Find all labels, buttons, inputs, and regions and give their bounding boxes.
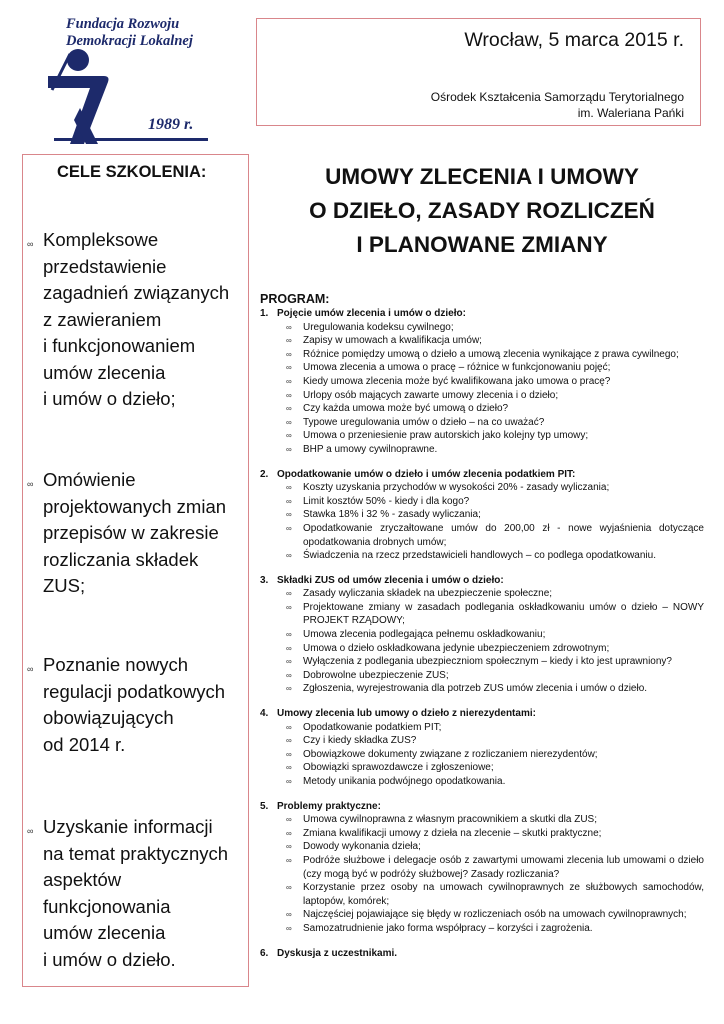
program-item — [260, 721, 704, 735]
program-list — [260, 307, 704, 971]
infinity-bullet-icon: ∞ — [286, 749, 292, 759]
infinity-bullet-icon: ∞ — [286, 376, 292, 386]
foundation-logo — [40, 14, 210, 142]
program-item-text: Opodatkowanie zryczałtowane umów do 200,00 zł - nowe wyjaśnienia dotyczące opodatkowania drobnych umów; — [303, 522, 704, 548]
program-item-text: Obowiązki sprawozdawcze i zgłoszeniowe; — [303, 762, 494, 774]
program-item — [260, 495, 704, 509]
program-item — [260, 761, 704, 775]
program-item — [260, 642, 704, 656]
program-item — [260, 443, 704, 457]
program-section-title — [260, 307, 704, 321]
program-item-text: Typowe uregulowania umów o dzieło – na co uważać? — [303, 416, 545, 428]
program-item — [260, 748, 704, 762]
program-item-text: Umowa cywilnoprawna z własnym pracownikiem a skutki dla ZUS; — [303, 814, 597, 826]
infinity-bullet-icon: ∞ — [286, 736, 292, 746]
infinity-bullet-icon: ∞ — [286, 630, 292, 640]
program-item-text: Czy i kiedy składka ZUS? — [303, 735, 417, 747]
infinity-bullet-icon: ∞ — [286, 496, 292, 506]
infinity-bullet-icon: ∞ — [286, 777, 292, 786]
infinity-bullet-icon: ∞ — [286, 602, 292, 612]
foundation-name — [66, 16, 193, 50]
infinity-bullet-icon: ∞ — [286, 390, 292, 400]
infinity-bullet-icon: ∞ — [286, 589, 292, 599]
program-item-text: Opodatkowanie podatkiem PIT; — [303, 721, 442, 733]
page-title: UMOWY ZLECENIA I UMOWY O DZIEŁO, ZASADY ROZLICZEŃ I PLANOWANE ZMIANY — [309, 164, 655, 257]
program-item — [260, 402, 704, 416]
infinity-bullet-icon: ∞ — [286, 431, 292, 441]
program-section-heading: Pojęcie umów zlecenia i umów o dzieło: — [277, 308, 466, 319]
infinity-bullet-icon: ∞ — [286, 815, 292, 825]
program-item-text: Metody unikania podwójnego opodatkowania. — [303, 776, 506, 787]
logo-figure-icon — [40, 46, 120, 144]
program-section-heading: Umowy zlecenia lub umowy o dzieło z nierezydentami: — [277, 708, 536, 720]
program-section-title — [260, 800, 704, 814]
program-item-text: Zmiana kwalifikacji umowy z dzieła na zlecenie – skutki praktyczne; — [303, 827, 602, 839]
program-item — [260, 813, 704, 827]
infinity-bullet-icon: ∞ — [286, 523, 292, 533]
program-item — [260, 481, 704, 495]
infinity-bullet-icon: ∞ — [286, 763, 292, 773]
program-section-number: 1. — [260, 308, 269, 319]
infinity-bullet-icon: ∞ — [286, 322, 292, 332]
document-date: Wrocław, 5 marca 2015 r. — [464, 29, 684, 51]
program-item — [260, 361, 704, 375]
program-section — [260, 947, 704, 961]
infinity-bullet-icon: ∞ — [286, 722, 292, 732]
program-item — [260, 628, 704, 642]
program-item-text: Korzystanie przez osoby na umowach cywilnoprawnych ze służbowych samochodów, laptopów, komórek; — [303, 882, 704, 907]
program-item-text: Różnice pomiędzy umową o dzieło a umową zlecenia wynikające z prawa cywilnego; — [303, 348, 679, 360]
program-section-number: 6. — [260, 947, 269, 959]
program-item — [260, 587, 704, 601]
program-item — [260, 908, 704, 922]
program-section — [260, 574, 704, 696]
program-section-heading: Składki ZUS od umów zlecenia i umów o dzieło: — [277, 574, 504, 586]
program-item-text: Zasady wyliczania składek na ubezpieczenie społeczne; — [303, 588, 553, 600]
program-item — [260, 827, 704, 841]
program-item — [260, 389, 704, 403]
program-item — [260, 655, 704, 669]
program-item — [260, 682, 704, 696]
infinity-bullet-icon: ∞ — [286, 404, 292, 414]
infinity-bullet-icon: ∞ — [27, 826, 34, 836]
program-item-text: Zapisy w umowach a kwalifikacja umów; — [303, 335, 482, 347]
program-section-number: 3. — [260, 574, 269, 586]
program-item-text: BHP a umowy cywilnoprawne. — [303, 443, 438, 455]
institution-line2: im. Waleriana Pańki — [577, 106, 684, 120]
program-item — [260, 840, 704, 854]
header-box — [256, 18, 701, 126]
training-goals-title: CELE SZKOLENIA: — [57, 163, 207, 181]
institution-name — [431, 89, 684, 121]
program-section-number: 5. — [260, 800, 269, 812]
infinity-bullet-icon: ∞ — [286, 417, 292, 427]
program-item-text: Najczęściej pojawiające się błędy w rozliczeniach osób na umowach cywilnoprawnych; — [303, 909, 687, 921]
infinity-bullet-icon: ∞ — [286, 483, 292, 493]
program-section — [260, 707, 704, 789]
infinity-bullet-icon: ∞ — [286, 643, 292, 653]
program-item — [260, 601, 704, 628]
foundation-name-line2: Demokracji Lokalnej — [66, 33, 193, 49]
goal-item: Kompleksowe przedstawienie zagadnień związanych z zawieraniem i funkcjonowaniem umów zlecenia i umów o dzieło; — [43, 229, 230, 409]
program-item — [260, 416, 704, 430]
program-item-text: Samozatrudnienie jako forma współpracy – korzyści i zagrożenia. — [303, 922, 593, 934]
program-item-text: Uregulowania kodeksu cywilnego; — [303, 321, 454, 333]
goal-item: Uzyskanie informacji na temat praktycznych aspektów funkcjonowania umów zlecenia i umów o dzieło. — [43, 816, 229, 970]
program-item-text: Podróże służbowe i delegacje osób z zawartymi umowami zlecenia lub umowami o dzieło (czy mogą być w podróży służbowej? Zasady rozliczania? — [303, 854, 704, 880]
program-item — [260, 429, 704, 443]
program-section-title — [260, 468, 704, 482]
program-item-text: Świadczenia na rzecz przedstawicieli handlowych – co podlega opodatkowaniu. — [303, 550, 656, 562]
program-item — [260, 375, 704, 389]
program-section-title — [260, 707, 704, 721]
foundation-name-line1: Fundacja Rozwoju — [66, 16, 180, 32]
program-item-text: Zgłoszenia, wyrejestrowania dla potrzeb ZUS umów zlecenia i umów o dzieło. — [303, 683, 648, 695]
infinity-bullet-icon: ∞ — [286, 883, 292, 893]
program-item — [260, 881, 704, 908]
infinity-bullet-icon: ∞ — [286, 349, 292, 359]
program-item — [260, 734, 704, 748]
program-item-text: Kiedy umowa zlecenia może być kwalifikowana jako umowa o pracę? — [303, 375, 611, 387]
program-item-text: Umowa o przeniesienie praw autorskich jako kolejny typ umowy; — [303, 430, 589, 442]
program-section-title — [260, 574, 704, 588]
program-item-text: Dobrowolne ubezpieczenie ZUS; — [303, 669, 449, 681]
infinity-bullet-icon: ∞ — [286, 363, 292, 373]
infinity-bullet-icon: ∞ — [27, 479, 34, 489]
program-section-number: 4. — [260, 708, 269, 720]
program-section — [260, 307, 704, 457]
program-item-text: Koszty uzyskania przychodów w wysokości 20% - zasady wyliczania; — [303, 482, 610, 494]
program-item — [260, 669, 704, 683]
institution-line1: Ośrodek Kształcenia Samorządu Terytorialnego — [430, 90, 684, 104]
program-item-text: Umowa zlecenia podlegająca pełnemu oskładkowaniu; — [303, 629, 546, 641]
program-section-heading: Opodatkowanie umów o dzieło i umów zlecenia podatkiem PIT: — [277, 468, 576, 480]
infinity-bullet-icon: ∞ — [286, 828, 292, 838]
infinity-bullet-icon: ∞ — [286, 551, 292, 561]
program-section-number: 2. — [260, 468, 269, 480]
infinity-bullet-icon: ∞ — [27, 664, 34, 674]
program-item — [260, 522, 704, 549]
training-goals-box — [22, 154, 249, 987]
goal-item: Poznanie nowych regulacji podatkowych obowiązujących od 2014 r. — [43, 654, 226, 755]
infinity-bullet-icon: ∞ — [286, 657, 292, 667]
infinity-bullet-icon: ∞ — [286, 510, 292, 520]
program-item — [260, 854, 704, 881]
program-item — [260, 922, 704, 936]
program-item — [260, 348, 704, 362]
program-item-text: Umowa o dzieło oskładkowana jedynie ubezpieczeniem zdrowotnym; — [303, 642, 610, 654]
logo-underline — [54, 138, 208, 141]
goal-item: Omówienie projektowanych zmian przepisów w zakresie rozliczania składek ZUS; — [43, 469, 227, 596]
infinity-bullet-icon: ∞ — [286, 855, 292, 865]
program-section-title — [260, 947, 704, 961]
infinity-bullet-icon: ∞ — [286, 670, 292, 680]
program-item-text: Stawka 18% i 32 % - zasady wyliczania; — [303, 509, 481, 521]
program-section — [260, 468, 704, 563]
program-item-text: Umowa zlecenia a umowa o pracę – różnice w funkcjonowaniu pojęć; — [303, 362, 611, 374]
infinity-bullet-icon: ∞ — [286, 842, 292, 852]
program-item-text: Obowiązkowe dokumenty związane z rozliczaniem nierezydentów; — [303, 748, 598, 760]
program-item-text: Limit kosztów 50% - kiedy i dla kogo? — [303, 495, 470, 507]
program-item — [260, 334, 704, 348]
program-item — [260, 321, 704, 335]
program-section-heading: Dyskusja z uczestnikami. — [277, 947, 398, 959]
program-section — [260, 800, 704, 936]
infinity-bullet-icon: ∞ — [286, 910, 292, 920]
infinity-bullet-icon: ∞ — [286, 444, 292, 454]
program-item — [260, 508, 704, 522]
infinity-bullet-icon: ∞ — [27, 239, 34, 249]
infinity-bullet-icon: ∞ — [286, 684, 292, 694]
program-item-text: Urlopy osób mających zawarte umowy zlecenia i o dzieło; — [303, 389, 559, 401]
program-item — [260, 549, 704, 563]
foundation-year: 1989 r. — [148, 116, 194, 133]
program-item-text: Czy każda umowa może być umową o dzieło? — [303, 403, 509, 415]
program-label: PROGRAM: — [260, 292, 330, 306]
program-item-text: Projektowane zmiany w zasadach podlegania oskładkowaniu umów o dzieło – NOWY PROJEKT RZĄDOWY; — [303, 601, 704, 627]
infinity-bullet-icon: ∞ — [286, 336, 292, 346]
program-item-text: Dowody wykonania dzieła; — [303, 841, 421, 853]
infinity-bullet-icon: ∞ — [286, 923, 292, 933]
program-item-text: Wyłączenia z podlegania ubezpieczniom społecznym – kiedy i kto jest uprawniony? — [303, 656, 672, 668]
program-section-heading: Problemy praktyczne: — [277, 800, 381, 812]
program-item — [260, 775, 704, 789]
